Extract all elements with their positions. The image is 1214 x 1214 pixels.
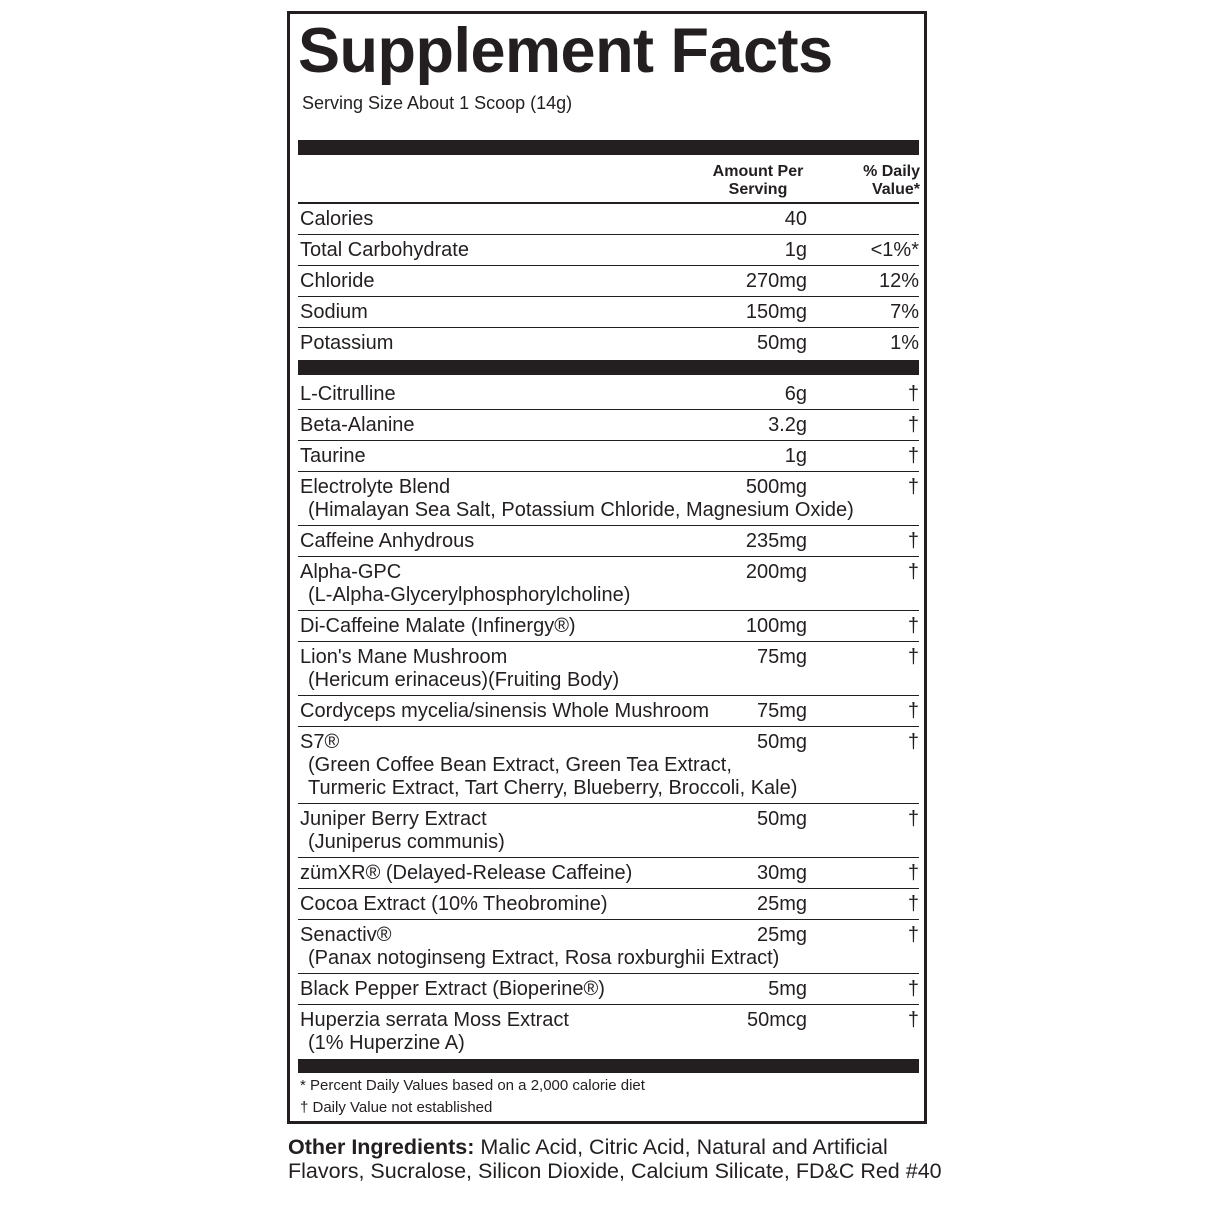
row-amount: 100mg: [745, 615, 807, 637]
facts-row: [298, 1005, 919, 1067]
row-amount: 500mg: [745, 476, 807, 498]
row-daily-value: †: [907, 530, 919, 552]
other-ingredients: [288, 1135, 948, 1183]
row-subtext: (Himalayan Sea Salt, Potassium Chloride, Magnesium Oxide): [308, 499, 854, 521]
row-daily-value: †: [907, 476, 919, 498]
row-amount: 3.2g: [768, 414, 807, 436]
row-name: Di-Caffeine Malate (Infinergy®): [300, 615, 576, 637]
row-daily-value: †: [907, 1009, 919, 1031]
row-daily-value: 1%: [890, 332, 919, 354]
row-subtext: (Panax notoginseng Extract, Rosa roxburghii Extract): [308, 947, 780, 969]
facts-row: [298, 642, 919, 696]
row-daily-value: †: [907, 893, 919, 915]
row-daily-value: †: [907, 808, 919, 830]
row-amount: 40: [784, 208, 807, 230]
row-amount: 50mg: [756, 731, 807, 753]
footnote-daily-values: * Percent Daily Values based on a 2,000 calorie diet: [300, 1077, 645, 1094]
row-daily-value: †: [907, 383, 919, 405]
row-name: Electrolyte Blend: [300, 476, 451, 498]
row-daily-value: †: [907, 700, 919, 722]
row-amount: 1g: [784, 239, 807, 261]
row-subtext: (1% Huperzine A): [308, 1032, 465, 1054]
row-name: Senactiv®: [300, 924, 392, 946]
row-subtext: (Green Coffee Bean Extract, Green Tea Extract,: [308, 754, 732, 776]
facts-row: [298, 696, 919, 727]
row-daily-value: 7%: [890, 301, 919, 323]
row-name: Calories: [300, 208, 374, 230]
row-name: Alpha-GPC: [300, 561, 402, 583]
row-amount: 75mg: [756, 700, 807, 722]
facts-row: [298, 410, 919, 441]
other-ingredients-text: Malic Acid, Citric Acid, Natural and Artificial Flavors, Sucralose, Silicon Dioxide, Calcium Silicate, FD&C Red #40: [288, 1135, 942, 1183]
row-subtext: (Juniperus communis): [308, 831, 505, 853]
facts-row: [298, 920, 919, 974]
row-amount: 270mg: [745, 270, 807, 292]
facts-row: [298, 557, 919, 611]
supplement-facts-panel: [287, 11, 927, 1124]
footnote-not-established: † Daily Value not established: [300, 1099, 493, 1116]
row-name: Potassium: [300, 332, 394, 354]
header-dv-line1: % Daily: [863, 163, 920, 180]
row-amount: 75mg: [756, 646, 807, 668]
row-daily-value: †: [907, 731, 919, 753]
header-amount-line2: Serving: [728, 181, 788, 198]
row-name: Taurine: [300, 445, 366, 467]
facts-rows: [290, 14, 924, 1114]
row-amount: 50mcg: [746, 1009, 807, 1031]
row-amount: 235mg: [745, 530, 807, 552]
facts-row: [298, 297, 919, 328]
row-daily-value: †: [907, 561, 919, 583]
row-name: Black Pepper Extract (Bioperine®): [300, 978, 605, 1000]
row-name: Juniper Berry Extract: [300, 808, 487, 830]
row-name: Huperzia serrata Moss Extract: [300, 1009, 569, 1031]
row-amount: 25mg: [756, 893, 807, 915]
row-amount: 30mg: [756, 862, 807, 884]
facts-row: [298, 328, 919, 359]
row-name: zümXR® (Delayed-Release Caffeine): [300, 862, 633, 884]
facts-row: [298, 235, 919, 266]
row-name: Chloride: [300, 270, 375, 292]
row-daily-value: †: [907, 924, 919, 946]
row-name: Cocoa Extract (10% Theobromine): [300, 893, 608, 915]
row-name: Lion's Mane Mushroom: [300, 646, 508, 668]
row-subtext: (Hericum erinaceus)(Fruiting Body): [308, 669, 620, 691]
facts-row: [298, 379, 919, 410]
other-ingredients-label: Other Ingredients:: [288, 1135, 475, 1159]
row-daily-value: <1%*: [870, 239, 919, 261]
serving-size: Serving Size About 1 Scoop (14g): [302, 93, 573, 113]
row-subtext: (L-Alpha-Glycerylphosphorylcholine): [308, 584, 631, 606]
facts-row: [298, 441, 919, 472]
facts-row: [298, 974, 919, 1005]
row-amount: 50mg: [756, 808, 807, 830]
row-amount: 200mg: [745, 561, 807, 583]
row-amount: 150mg: [745, 301, 807, 323]
row-subtext: Turmeric Extract, Tart Cherry, Blueberry, Broccoli, Kale): [308, 777, 798, 799]
facts-row: [298, 204, 919, 235]
row-amount: 6g: [784, 383, 807, 405]
row-daily-value: †: [907, 862, 919, 884]
row-daily-value: †: [907, 414, 919, 436]
header-dv-line2: Value*: [871, 181, 920, 198]
facts-row: [298, 611, 919, 642]
row-amount: 5mg: [768, 978, 807, 1000]
header-amount-line1: Amount Per: [712, 163, 804, 180]
row-daily-value: †: [907, 978, 919, 1000]
row-name: Cordyceps mycelia/sinensis Whole Mushroom: [300, 700, 710, 722]
row-name: Total Carbohydrate: [300, 239, 469, 261]
row-amount: 50mg: [756, 332, 807, 354]
facts-row: [298, 804, 919, 858]
row-amount: 25mg: [756, 924, 807, 946]
row-daily-value: †: [907, 615, 919, 637]
facts-row: [298, 858, 919, 889]
row-daily-value: 12%: [878, 270, 919, 292]
row-daily-value: †: [907, 445, 919, 467]
thick-divider-bottom: [298, 1059, 919, 1073]
panel-title: Supplement Facts: [298, 16, 833, 86]
row-name: Caffeine Anhydrous: [300, 530, 475, 552]
row-name: Beta-Alanine: [300, 414, 415, 436]
facts-row: [298, 266, 919, 297]
row-name: Sodium: [300, 301, 368, 323]
facts-row: [298, 472, 919, 526]
facts-row: [298, 889, 919, 920]
facts-row: [298, 526, 919, 557]
row-name: S7®: [300, 731, 340, 753]
thick-divider-middle: [298, 360, 919, 375]
row-amount: 1g: [784, 445, 807, 467]
facts-row: [298, 727, 919, 804]
row-name: L-Citrulline: [300, 383, 396, 405]
row-daily-value: †: [907, 646, 919, 668]
